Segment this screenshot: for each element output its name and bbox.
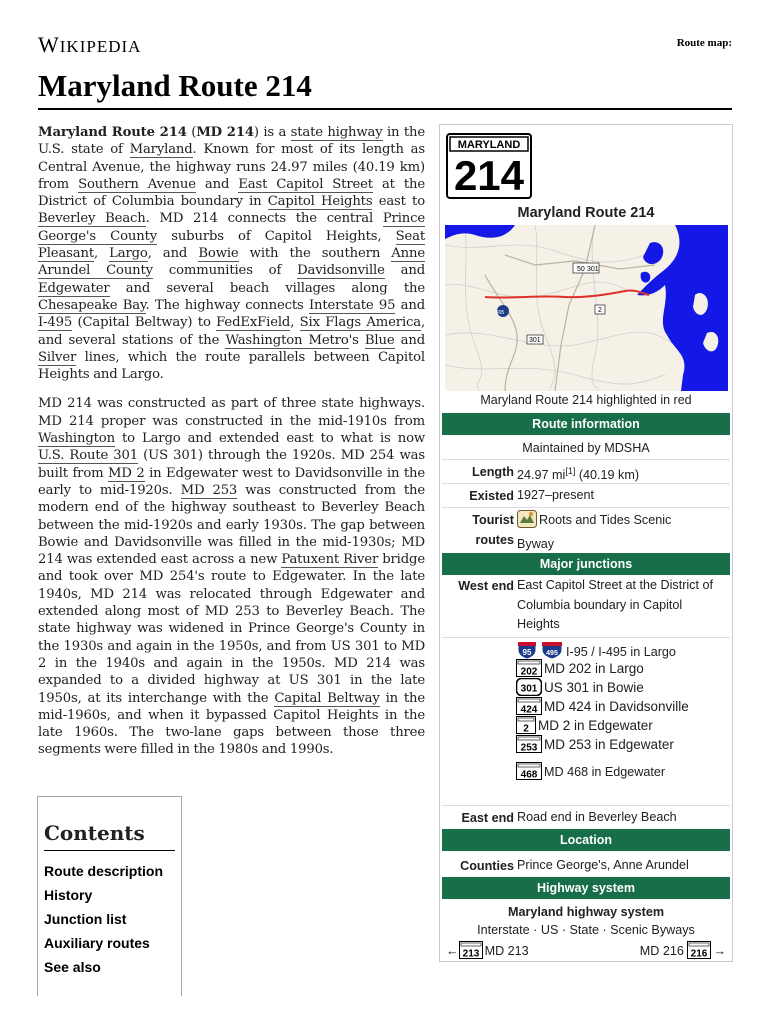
row-divider bbox=[442, 459, 730, 460]
article-link[interactable]: East Capitol Street bbox=[238, 176, 373, 192]
toc-item-see-also[interactable]: See also bbox=[44, 959, 101, 975]
article-link[interactable]: MD 253 bbox=[180, 482, 238, 498]
counties-label: Counties bbox=[460, 859, 514, 873]
md-216-shield-icon bbox=[687, 941, 711, 962]
body-text: 's bbox=[348, 332, 365, 348]
east-end-label: East end bbox=[461, 811, 514, 825]
body-text: and bbox=[394, 332, 426, 348]
article-link[interactable]: Silver bbox=[38, 349, 77, 365]
svg-text:95: 95 bbox=[522, 648, 532, 657]
article-link[interactable]: Blue bbox=[364, 332, 395, 348]
article-body bbox=[38, 124, 425, 771]
body-text: with the southern bbox=[238, 246, 392, 262]
article-link[interactable]: Interstate 95 bbox=[308, 297, 396, 313]
map-label-i495: 495 bbox=[496, 310, 505, 316]
highway-system-links[interactable]: Interstate · US · State · Scenic Byways bbox=[477, 923, 695, 937]
article-link[interactable]: I-495 bbox=[38, 315, 73, 331]
west-end-value[interactable]: East Capitol Street at the District of Columbia boundary in Capitol Heights bbox=[517, 578, 713, 631]
toc-heading: Contents bbox=[44, 821, 175, 851]
length-label: Length bbox=[472, 465, 514, 479]
major-junctions-heading: Major junctions bbox=[442, 553, 730, 575]
junction-label: US 301 in Bowie bbox=[544, 680, 644, 695]
title-divider bbox=[38, 108, 732, 110]
left-arrow-icon: ← bbox=[446, 944, 459, 958]
body-text: to Largo and extended east to what is now bbox=[114, 431, 425, 447]
article-link[interactable]: Capital Beltway bbox=[274, 690, 380, 706]
article-link[interactable]: Bowie bbox=[198, 246, 239, 262]
toc-item-auxiliary-routes[interactable]: Auxiliary routes bbox=[44, 935, 150, 951]
body-text: lines, which the route parallels between Capitol Heights and Largo. bbox=[38, 349, 425, 383]
row-divider bbox=[442, 805, 730, 806]
body-text: and bbox=[384, 263, 425, 279]
existed-label: Existed bbox=[469, 489, 514, 503]
article-link[interactable]: Southern Avenue bbox=[78, 176, 196, 192]
row-divider bbox=[442, 507, 730, 508]
body-text: (Capital Beltway) to bbox=[72, 315, 217, 331]
tourist-routes-label: Tourist routes bbox=[472, 513, 514, 547]
body-text: in Edgewater west to Davidsonville in the early to mid-1920s. bbox=[38, 465, 425, 498]
shield-number-text: 214 bbox=[453, 152, 525, 199]
map-label-us50: 50 bbox=[577, 266, 585, 273]
article-link[interactable]: Washington bbox=[38, 431, 115, 447]
junction-label: MD 253 in Edgewater bbox=[544, 737, 674, 752]
highway-system-name[interactable]: Maryland highway system bbox=[507, 905, 665, 919]
infobox bbox=[439, 124, 733, 962]
svg-text:2: 2 bbox=[523, 723, 529, 734]
svg-text:216: 216 bbox=[691, 948, 708, 959]
body-text: communities of bbox=[152, 263, 298, 279]
article-link[interactable]: state highway bbox=[290, 125, 383, 140]
route-information-heading: Route information bbox=[442, 413, 730, 435]
length-value: 24.97 mi[1] (40.19 km) bbox=[517, 466, 640, 483]
lead-paragraph bbox=[38, 124, 425, 383]
scenic-byway-icon bbox=[517, 510, 537, 535]
row-divider bbox=[442, 483, 730, 484]
maintained-by: Maintained by MDSHA bbox=[522, 441, 650, 455]
shield-state-text: MARYLAND bbox=[457, 139, 521, 151]
right-arrow-icon: → bbox=[713, 944, 726, 958]
infobox-title: Maryland Route 214 bbox=[517, 205, 655, 221]
body-text: . MD 214 connects the central bbox=[145, 211, 383, 227]
svg-text:202: 202 bbox=[520, 666, 538, 677]
highway-system-heading: Highway system bbox=[442, 877, 730, 899]
wikipedia-logo[interactable]: WIKIPEDIA bbox=[38, 32, 142, 57]
bold-text: Maryland Route 214 bbox=[38, 125, 187, 140]
article-link[interactable]: MD 2 bbox=[108, 465, 145, 481]
article-link[interactable]: Beverley Beach bbox=[38, 211, 146, 227]
body-text: was constructed from the modern end of the highway southeast to Beverley Beach between the mid-1920s and early 1930s. The gap between Bowie and Davidsonville was filled in the mid-1930s; MD 214 was extended east across a new bbox=[38, 482, 425, 568]
body-text: and bbox=[195, 176, 239, 192]
svg-text:495: 495 bbox=[546, 650, 558, 657]
article-link[interactable]: Washington Metro bbox=[225, 332, 349, 348]
article-link[interactable]: Anne Arundel County bbox=[38, 246, 425, 279]
body-text: , bbox=[93, 246, 110, 262]
svg-text:301: 301 bbox=[520, 683, 538, 695]
junction-item[interactable] bbox=[516, 735, 674, 758]
junction-label: MD 2 in Edgewater bbox=[538, 718, 653, 733]
body-text: MD 214 was constructed as part of three state highways. MD 214 proper was constructed in the mid-1910s from bbox=[38, 396, 425, 429]
body-text: . The highway connects bbox=[145, 297, 309, 313]
md-213-shield-icon bbox=[459, 941, 483, 962]
article-link[interactable]: Davidsonville bbox=[297, 263, 385, 279]
body-text: suburbs of Capitol Heights, bbox=[157, 228, 396, 244]
location-heading: Location bbox=[442, 829, 730, 851]
svg-text:468: 468 bbox=[520, 769, 538, 780]
toc-item-route-description[interactable]: Route description bbox=[44, 863, 164, 879]
map-label-us301-south: 301 bbox=[529, 337, 541, 344]
map-caption: Maryland Route 214 highlighted in red bbox=[480, 393, 692, 407]
article-link[interactable]: FedExField bbox=[216, 315, 291, 331]
md-214-shield-icon bbox=[446, 133, 532, 199]
body-text: bridge and took over MD 254's route to Edgewater. In the late 1940s, MD 214 was relocated through Edgewater and extended along most of MD 253 to Beverley Beach. The state highway was widened in Prince George's County in the 1930s and again in the 1950s, and from US 301 to MD 2 in the 1940s and again in the 1950s. MD 214 was expanded to a divided highway at US 301 in the late 1950s, at its interchange with the bbox=[38, 552, 425, 706]
toc-item-junction-list[interactable]: Junction list bbox=[44, 911, 127, 927]
body-text: . Known for most of its length as Central Avenue, the highway runs 24.97 miles (40.19 km) from bbox=[38, 142, 425, 192]
route-shield-icon bbox=[516, 735, 542, 758]
tourist-routes-value: Roots and Tides Scenic Byway bbox=[517, 510, 727, 554]
body-text: (US 301) through the 1920s. MD 254 was built from bbox=[38, 448, 425, 481]
body-text: east to bbox=[372, 194, 425, 210]
body-text: , and several stations of the bbox=[38, 315, 426, 348]
junction-i95-i495[interactable]: 95 495 I-95 / I-495 in Largo bbox=[516, 640, 676, 665]
history-paragraph bbox=[38, 395, 425, 758]
article-link[interactable]: Seat Pleasant bbox=[38, 228, 425, 262]
next-route-link[interactable]: MD 216 216 → bbox=[640, 941, 726, 962]
toc-item-history[interactable]: History bbox=[44, 887, 93, 903]
route-map-link[interactable]: Route map: bbox=[676, 37, 732, 49]
article-link[interactable]: Prince George's County bbox=[38, 211, 425, 244]
article-link[interactable]: Largo bbox=[109, 246, 148, 262]
map-label-md2: 2 bbox=[598, 307, 602, 314]
table-of-contents bbox=[37, 796, 182, 996]
article-link[interactable]: Maryland bbox=[129, 142, 193, 158]
junction-item[interactable] bbox=[516, 762, 665, 785]
svg-text:424: 424 bbox=[520, 704, 538, 715]
body-text: , and bbox=[147, 246, 199, 262]
body-text: ( bbox=[186, 125, 197, 140]
junction-label: MD 468 in Edgewater bbox=[544, 765, 666, 779]
article-link[interactable]: Six Flags America bbox=[299, 315, 421, 331]
body-text: and bbox=[395, 297, 425, 313]
bold-text: MD 214 bbox=[196, 125, 254, 140]
page-title: Maryland Route 214 bbox=[38, 68, 312, 103]
route-shield-icon bbox=[516, 762, 542, 785]
body-text: in the mid-1960s, and when it bypassed Capitol Heights in the late 1960s. The two-lane gaps between those three segments were filled in the 1980s and 1990s. bbox=[38, 690, 425, 758]
body-text: and several beach villages along the bbox=[109, 280, 425, 296]
article-link[interactable]: Patuxent River bbox=[281, 552, 379, 568]
junction-label: MD 424 in Davidsonville bbox=[544, 699, 689, 714]
counties-value[interactable]: Prince George's, Anne Arundel bbox=[517, 858, 689, 872]
article-link[interactable]: Chesapeake Bay bbox=[38, 297, 146, 313]
svg-text:213: 213 bbox=[462, 948, 479, 959]
body-text: , bbox=[290, 315, 300, 331]
west-end-label: West end bbox=[458, 579, 514, 593]
east-end-value[interactable]: Road end in Beverley Beach bbox=[517, 810, 677, 824]
article-link[interactable]: Edgewater bbox=[38, 280, 110, 296]
body-text: ) is a bbox=[253, 125, 291, 140]
length-reference[interactable]: [1] bbox=[565, 466, 576, 476]
previous-route-link[interactable]: ← 213 MD 213 bbox=[446, 941, 529, 962]
article-link[interactable]: U.S. Route 301 bbox=[38, 448, 139, 464]
body-text: at the District of Columbia boundary in bbox=[38, 176, 426, 210]
route-map-image[interactable] bbox=[445, 225, 728, 391]
junction-label: MD 202 in Largo bbox=[544, 661, 644, 676]
body-text: in the U.S. state of bbox=[38, 125, 425, 158]
map-label-us301: 301 bbox=[587, 266, 599, 273]
site-header bbox=[38, 28, 738, 58]
article-link[interactable]: Capitol Heights bbox=[267, 194, 373, 210]
existed-value: 1927–present bbox=[517, 488, 595, 502]
svg-text:253: 253 bbox=[520, 742, 538, 753]
row-divider bbox=[442, 637, 730, 638]
